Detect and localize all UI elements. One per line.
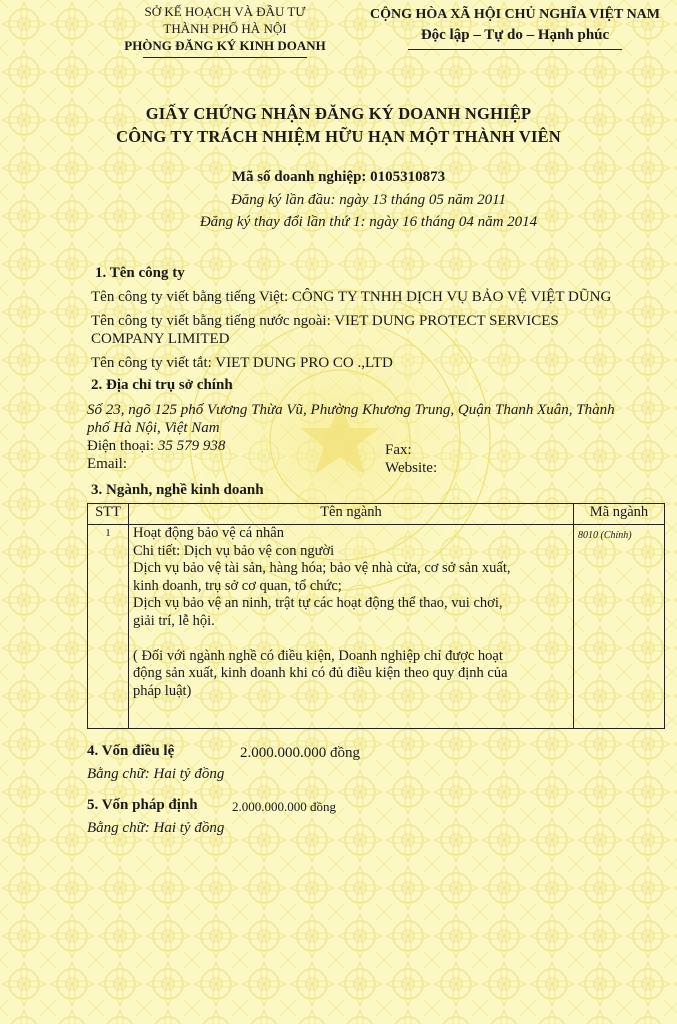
fax-label: Fax: — [385, 442, 412, 458]
charter-capital-amount: 2.000.000.000 đồng — [240, 745, 360, 761]
company-name-short: Tên công ty viết tắt: VIET DUNG PRO CO .,LTD — [91, 355, 393, 371]
phone-label: Điện thoại: — [87, 438, 155, 454]
address-heading: 2. Địa chỉ trụ sở chính — [91, 377, 233, 393]
business-line: Dịch vụ bảo vệ an ninh, trật tự các hoạt động thể thao, vui chơi, — [133, 595, 503, 611]
address-line-2: phố Hà Nội, Việt Nam — [87, 420, 220, 436]
business-line: Dịch vụ bảo vệ tài sản, hàng hóa; bảo vệ nhà cửa, cơ sở sản xuất, — [133, 560, 511, 576]
agency-underline — [143, 57, 307, 58]
issuing-agency — [105, 3, 345, 54]
business-line: ( Đối với ngành nghề có điều kiện, Doanh nghiệp chỉ được hoạt — [133, 647, 503, 664]
company-name-heading: 1. Tên công ty — [95, 265, 185, 281]
agency-line-2: THÀNH PHỐ HÀ NỘI — [163, 21, 287, 36]
first-registration: Đăng ký lần đầu: ngày 13 tháng 05 năm 2011 — [230, 192, 507, 208]
row-code: 8010 (Chính) — [574, 525, 665, 729]
republic-name: CỘNG HÒA XÃ HỘI CHỦ NGHĨA VIỆT NAM — [369, 7, 660, 22]
motto: Độc lập – Tự do – Hạnh phúc — [420, 27, 610, 43]
document-subtitle: CÔNG TY TRÁCH NHIỆM HỮU HẠN MỘT THÀNH VIÊN — [116, 127, 561, 146]
legal-capital-words: Bằng chữ: Hai tỷ đồng — [87, 820, 225, 836]
business-line: giải trí, lễ hội. — [133, 612, 215, 629]
website-label: Website: — [385, 460, 438, 476]
company-name-foreign-line-2: COMPANY LIMITED — [91, 331, 230, 347]
address-line-1: Số 23, ngõ 125 phố Vương Thừa Vũ, Phường Khương Trung, Quận Thanh Xuân, Thành — [87, 402, 615, 418]
legal-capital-heading: 5. Vốn pháp định — [87, 797, 198, 813]
company-name-foreign-line-1: Tên công ty viết bằng tiếng nước ngoài: VIET DUNG PROTECT SERVICES — [91, 313, 559, 329]
business-line: Chi tiết: Dịch vụ bảo vệ con người — [133, 542, 335, 559]
charter-capital-heading: 4. Vốn điều lệ — [87, 743, 175, 759]
column-name: Tên ngành — [129, 504, 574, 525]
business-line-spacer — [133, 630, 569, 648]
business-lines-heading: 3. Ngành, nghề kinh doanh — [91, 482, 264, 498]
table-header-row — [88, 504, 665, 525]
national-motto — [360, 5, 670, 45]
row-stt: 1 — [88, 525, 129, 729]
agency-line-1: SỞ KẾ HOẠCH VÀ ĐẦU TƯ — [144, 4, 306, 19]
business-line: pháp luật) — [133, 682, 192, 699]
business-line: động sản xuất, kinh doanh khi có đủ điều kiện theo quy định của — [133, 665, 508, 681]
column-code: Mã ngành — [574, 504, 665, 525]
column-stt: STT — [88, 504, 129, 525]
table-row — [88, 525, 665, 729]
document-title: GIẤY CHỨNG NHẬN ĐĂNG KÝ DOANH NGHIỆP — [145, 104, 532, 123]
motto-underline — [408, 49, 622, 50]
phone — [87, 438, 225, 455]
row-business-name — [129, 525, 574, 729]
change-registration: Đăng ký thay đổi lần thứ 1: ngày 16 tháng 04 năm 2014 — [199, 214, 538, 230]
enterprise-code: Mã số doanh nghiệp: 0105310873 — [231, 169, 446, 185]
agency-line-3: PHÒNG ĐĂNG KÝ KINH DOANH — [124, 38, 326, 53]
business-line: kinh doanh, trụ sở cơ quan, tổ chức; — [133, 577, 342, 594]
company-name-vietnamese: Tên công ty viết bằng tiếng Việt: CÔNG TY TNHH DỊCH VỤ BẢO VỆ VIỆT DŨNG — [91, 289, 612, 305]
legal-capital-amount: 2.000.000.000 đồng — [232, 799, 336, 814]
business-lines-table — [87, 503, 665, 729]
charter-capital-words: Bằng chữ: Hai tỷ đồng — [87, 766, 225, 782]
business-line: Hoạt động bảo vệ cá nhân — [133, 525, 284, 541]
email-label: Email: — [87, 456, 127, 472]
phone-value: 35 579 938 — [157, 438, 226, 454]
